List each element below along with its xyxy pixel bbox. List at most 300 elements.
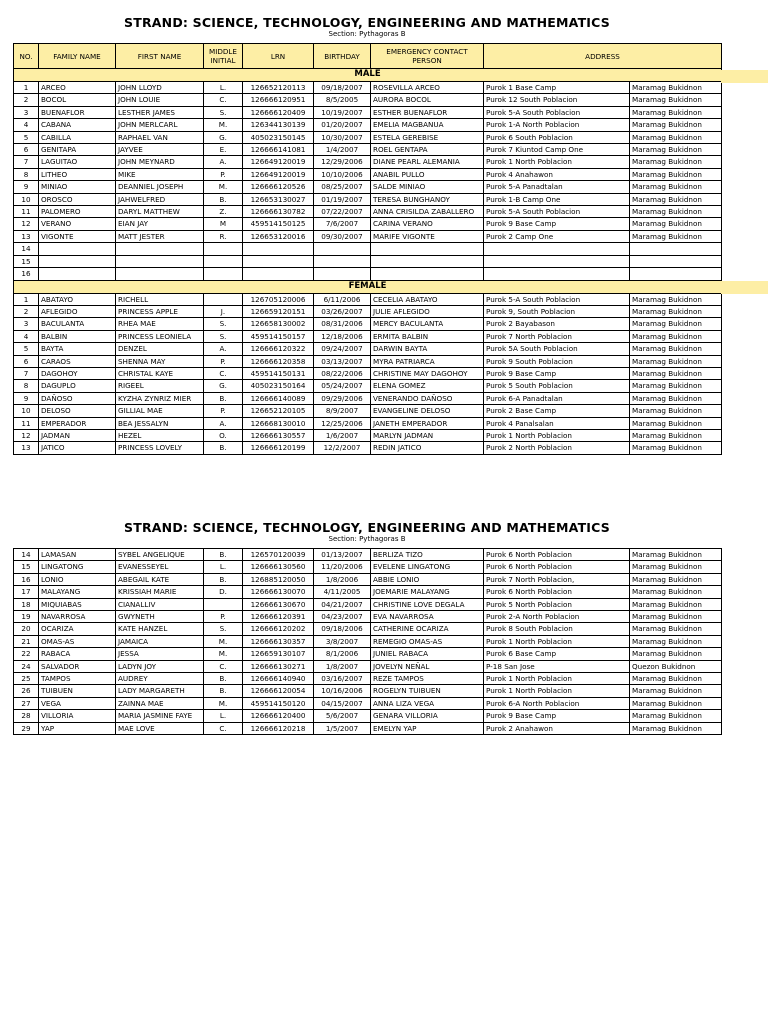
table-row <box>14 417 722 429</box>
cell-family-name: BOCOL <box>39 94 116 106</box>
cell-address-barangay: Purok 4 Panalsalan <box>484 417 630 429</box>
cell-emergency-contact <box>371 243 484 255</box>
cell-address-barangay: Purok 6 North Poblacion <box>484 549 630 561</box>
cell-address-barangay: Purok 5 North Poblacion <box>484 598 630 610</box>
cell-emergency-contact: SALDE MINIAO <box>371 181 484 193</box>
cell-emergency-contact: ERMITA BALBIN <box>371 330 484 342</box>
cell-birthday: 04/23/2007 <box>314 611 371 623</box>
table-row <box>14 611 722 623</box>
cell-emergency-contact: ELENA GOMEZ <box>371 380 484 392</box>
cell-family-name: LAGUITAO <box>39 156 116 168</box>
cell-lrn: 126658130002 <box>243 318 314 330</box>
cell-address-municipality <box>630 268 722 280</box>
cell-no: 18 <box>14 598 39 610</box>
cell-lrn: 126666120218 <box>243 722 314 734</box>
cell-no: 7 <box>14 156 39 168</box>
header-address: ADDRESS <box>484 44 722 69</box>
cell-first-name: JOHN LOUIE <box>116 94 204 106</box>
cell-no: 13 <box>14 230 39 242</box>
cell-lrn: 126666120409 <box>243 106 314 118</box>
cell-middle-initial: R. <box>204 230 243 242</box>
cell-middle-initial: O. <box>204 429 243 441</box>
cell-address-municipality: Maramag Bukidnon <box>630 206 722 218</box>
cell-address-municipality: Maramag Bukidnon <box>630 442 722 454</box>
cell-address-municipality: Maramag Bukidnon <box>630 131 722 143</box>
cell-lrn: 126666120202 <box>243 623 314 635</box>
cell-family-name: DELOSO <box>39 405 116 417</box>
cell-no: 1 <box>14 293 39 305</box>
cell-family-name: GENITAPA <box>39 144 116 156</box>
cell-middle-initial: B. <box>204 573 243 585</box>
cell-birthday: 04/15/2007 <box>314 697 371 709</box>
table-row <box>14 268 722 280</box>
cell-lrn: 126659120151 <box>243 305 314 317</box>
cell-address-municipality: Maramag Bukidnon <box>630 673 722 685</box>
cell-address-municipality: Quezon Bukidnon <box>630 660 722 672</box>
cell-address-municipality: Maramag Bukidnon <box>630 144 722 156</box>
cell-emergency-contact: ROGELYN TUIBUEN <box>371 685 484 697</box>
cell-address-municipality: Maramag Bukidnon <box>630 367 722 379</box>
cell-first-name: LESTHER JAMES <box>116 106 204 118</box>
cell-family-name: LITHEO <box>39 168 116 180</box>
cell-address-municipality: Maramag Bukidnon <box>630 635 722 647</box>
cell-birthday: 3/8/2007 <box>314 635 371 647</box>
page-title-2: STRAND: SCIENCE, TECHNOLOGY, ENGINEERING AND MATHEMATICS <box>124 520 610 535</box>
cell-lrn: 126666120391 <box>243 611 314 623</box>
cell-birthday: 5/6/2007 <box>314 710 371 722</box>
cell-middle-initial: B. <box>204 193 243 205</box>
table-row <box>14 697 722 709</box>
cell-address-municipality: Maramag Bukidnon <box>630 106 722 118</box>
cell-first-name <box>116 243 204 255</box>
table-row <box>14 561 722 573</box>
cell-no: 24 <box>14 660 39 672</box>
cell-no: 28 <box>14 710 39 722</box>
cell-lrn: 126653120016 <box>243 230 314 242</box>
cell-middle-initial: S. <box>204 623 243 635</box>
cell-emergency-contact: REMEGIO OMAS-AS <box>371 635 484 647</box>
table-row <box>14 549 722 561</box>
cell-family-name: OROSCO <box>39 193 116 205</box>
cell-birthday: 12/2/2007 <box>314 442 371 454</box>
cell-birthday: 09/18/2007 <box>314 82 371 94</box>
cell-middle-initial: B. <box>204 442 243 454</box>
cell-no: 3 <box>14 106 39 118</box>
cell-lrn: 126666120358 <box>243 355 314 367</box>
table-row <box>14 218 722 230</box>
cell-address-barangay: Purok 5-A South Poblacion <box>484 293 630 305</box>
cell-no: 10 <box>14 405 39 417</box>
cell-middle-initial: G. <box>204 380 243 392</box>
cell-birthday: 1/4/2007 <box>314 144 371 156</box>
cell-first-name: JOHN LLOYD <box>116 82 204 94</box>
cell-birthday: 12/18/2006 <box>314 330 371 342</box>
cell-birthday: 11/20/2006 <box>314 561 371 573</box>
cell-middle-initial: P. <box>204 355 243 367</box>
page-1 <box>13 15 721 455</box>
cell-family-name <box>39 243 116 255</box>
cell-family-name: DAGUPLO <box>39 380 116 392</box>
cell-birthday: 08/22/2006 <box>314 367 371 379</box>
cell-address-municipality: Maramag Bukidnon <box>630 697 722 709</box>
student-table-1 <box>13 43 722 455</box>
table-row <box>14 710 722 722</box>
cell-first-name: CIANALLIV <box>116 598 204 610</box>
cell-middle-initial: A. <box>204 156 243 168</box>
cell-emergency-contact: REDIN JATICO <box>371 442 484 454</box>
cell-address-barangay: Purok 2 Bayabason <box>484 318 630 330</box>
cell-no: 4 <box>14 330 39 342</box>
cell-birthday: 04/21/2007 <box>314 598 371 610</box>
cell-family-name: ABATAYO <box>39 293 116 305</box>
cell-address-municipality <box>630 243 722 255</box>
table-row <box>14 131 722 143</box>
cell-family-name: VILLORIA <box>39 710 116 722</box>
cell-middle-initial: J. <box>204 305 243 317</box>
cell-birthday: 01/13/2007 <box>314 549 371 561</box>
cell-address-barangay: Purok 7 North Poblacion <box>484 330 630 342</box>
cell-emergency-contact: JANETH EMPERADOR <box>371 417 484 429</box>
cell-address-barangay: Purok 5-A Panadtalan <box>484 181 630 193</box>
cell-emergency-contact <box>371 255 484 267</box>
cell-address-municipality: Maramag Bukidnon <box>630 193 722 205</box>
cell-birthday: 09/30/2007 <box>314 230 371 242</box>
cell-emergency-contact: BERLIZA TIZO <box>371 549 484 561</box>
cell-middle-initial: B. <box>204 392 243 404</box>
cell-no: 2 <box>14 305 39 317</box>
cell-first-name: DENZEL <box>116 343 204 355</box>
cell-middle-initial <box>204 293 243 305</box>
cell-address-barangay: Purok 6 Base Camp <box>484 648 630 660</box>
cell-address-municipality: Maramag Bukidnon <box>630 561 722 573</box>
cell-address-barangay: Purok 9 South Poblacion <box>484 355 630 367</box>
cell-first-name: MATT JESTER <box>116 230 204 242</box>
cell-address-barangay <box>484 268 630 280</box>
header-lrn: LRN <box>243 44 314 69</box>
cell-lrn: 459514150125 <box>243 218 314 230</box>
cell-middle-initial: G. <box>204 131 243 143</box>
table-row <box>14 156 722 168</box>
cell-middle-initial: S. <box>204 330 243 342</box>
cell-middle-initial: M. <box>204 635 243 647</box>
cell-first-name: ZAINNA MAE <box>116 697 204 709</box>
cell-address-municipality: Maramag Bukidnon <box>630 156 722 168</box>
cell-lrn: 405023150164 <box>243 380 314 392</box>
cell-family-name: EMPERADOR <box>39 417 116 429</box>
table-row <box>14 243 722 255</box>
cell-address-municipality: Maramag Bukidnon <box>630 611 722 623</box>
cell-lrn: 126666120199 <box>243 442 314 454</box>
cell-family-name: LAMASAN <box>39 549 116 561</box>
cell-family-name: VEGA <box>39 697 116 709</box>
cell-emergency-contact: EVA NAVARROSA <box>371 611 484 623</box>
cell-address-municipality: Maramag Bukidnon <box>630 623 722 635</box>
male-section <box>14 69 722 281</box>
cell-first-name: PRINCESS LEONIELA <box>116 330 204 342</box>
cell-no: 12 <box>14 218 39 230</box>
cell-no: 11 <box>14 206 39 218</box>
cell-address-municipality: Maramag Bukidnon <box>630 586 722 598</box>
cell-middle-initial: C. <box>204 722 243 734</box>
cell-lrn: 126653130027 <box>243 193 314 205</box>
cell-address-municipality: Maramag Bukidnon <box>630 710 722 722</box>
cell-family-name: DAGOHOY <box>39 367 116 379</box>
cell-birthday: 8/5/2005 <box>314 94 371 106</box>
cell-address-municipality: Maramag Bukidnon <box>630 305 722 317</box>
cell-emergency-contact: GENARA VILLORIA <box>371 710 484 722</box>
cell-address-municipality: Maramag Bukidnon <box>630 230 722 242</box>
table-row <box>14 168 722 180</box>
cell-lrn: 126885120050 <box>243 573 314 585</box>
cell-address-barangay: Purok 7 North Poblacion, <box>484 573 630 585</box>
cell-birthday: 01/19/2007 <box>314 193 371 205</box>
cell-birthday: 10/19/2007 <box>314 106 371 118</box>
cell-emergency-contact: JOVELYN NEÑAL <box>371 660 484 672</box>
cell-lrn: 126649120019 <box>243 168 314 180</box>
cell-address-municipality: Maramag Bukidnon <box>630 181 722 193</box>
cell-lrn <box>243 255 314 267</box>
cell-family-name: MIQUIABAS <box>39 598 116 610</box>
cell-middle-initial: M. <box>204 648 243 660</box>
cell-birthday: 7/6/2007 <box>314 218 371 230</box>
cell-no: 9 <box>14 181 39 193</box>
cell-family-name: CABILLA <box>39 131 116 143</box>
cell-first-name: SHENNA MAY <box>116 355 204 367</box>
cell-first-name: MARIA JASMINE FAYE <box>116 710 204 722</box>
cell-middle-initial <box>204 268 243 280</box>
page-title: STRAND: SCIENCE, TECHNOLOGY, ENGINEERING AND MATHEMATICS <box>124 15 610 30</box>
cell-address-municipality: Maramag Bukidnon <box>630 380 722 392</box>
student-table-2 <box>13 548 722 735</box>
cell-emergency-contact: MERCY BACULANTA <box>371 318 484 330</box>
cell-middle-initial: M <box>204 218 243 230</box>
cell-family-name: DAÑOSO <box>39 392 116 404</box>
cell-first-name: MAE LOVE <box>116 722 204 734</box>
cell-no: 15 <box>14 561 39 573</box>
cell-middle-initial: L. <box>204 82 243 94</box>
cell-birthday <box>314 268 371 280</box>
table-row <box>14 181 722 193</box>
cell-first-name: RAPHAEL VAN <box>116 131 204 143</box>
cell-middle-initial <box>204 255 243 267</box>
cell-family-name: SALVADOR <box>39 660 116 672</box>
cell-address-barangay: Purok 1 North Poblacion <box>484 635 630 647</box>
cell-emergency-contact: JUNIEL RABACA <box>371 648 484 660</box>
cell-no: 5 <box>14 131 39 143</box>
header-middle-initial: MIDDLE INITIAL <box>204 44 243 69</box>
cell-lrn: 126666140089 <box>243 392 314 404</box>
cell-middle-initial: S. <box>204 318 243 330</box>
cell-no: 14 <box>14 243 39 255</box>
cell-lrn: 126666141081 <box>243 144 314 156</box>
cell-address-municipality: Maramag Bukidnon <box>630 343 722 355</box>
cell-no: 27 <box>14 697 39 709</box>
cell-middle-initial: C. <box>204 94 243 106</box>
cell-first-name: PRINCESS APPLE <box>116 305 204 317</box>
cell-middle-initial: P. <box>204 168 243 180</box>
table-row <box>14 367 722 379</box>
cell-birthday: 10/30/2007 <box>314 131 371 143</box>
cell-emergency-contact: MARLYN JADMAN <box>371 429 484 441</box>
cell-family-name: BUENAFLOR <box>39 106 116 118</box>
cell-emergency-contact: EVELENE LINGATONG <box>371 561 484 573</box>
cell-emergency-contact: ROSEVILLA ARCEO <box>371 82 484 94</box>
cell-family-name: TAMPOS <box>39 673 116 685</box>
header-first-name: FIRST NAME <box>116 44 204 69</box>
cell-middle-initial: B. <box>204 673 243 685</box>
cell-no: 6 <box>14 355 39 367</box>
cell-no: 11 <box>14 417 39 429</box>
cell-first-name: LADYN JOY <box>116 660 204 672</box>
cell-lrn: 126666130782 <box>243 206 314 218</box>
table-row <box>14 660 722 672</box>
cell-no: 17 <box>14 586 39 598</box>
cell-no: 5 <box>14 343 39 355</box>
cell-first-name: JOHN MERLCARL <box>116 119 204 131</box>
cell-lrn: 126652120113 <box>243 82 314 94</box>
cell-middle-initial <box>204 243 243 255</box>
cell-family-name: AFLEGIDO <box>39 305 116 317</box>
cell-family-name: LONIO <box>39 573 116 585</box>
cell-birthday: 07/22/2007 <box>314 206 371 218</box>
cell-address-municipality: Maramag Bukidnon <box>630 549 722 561</box>
cell-address-barangay: Purok 1 Base Camp <box>484 82 630 94</box>
cell-lrn: 126649120019 <box>243 156 314 168</box>
cell-middle-initial: C. <box>204 660 243 672</box>
cell-lrn <box>243 268 314 280</box>
cell-emergency-contact: REZE TAMPOS <box>371 673 484 685</box>
cell-first-name: EVANESSEYEL <box>116 561 204 573</box>
cell-emergency-contact: EMELIA MAGBANUA <box>371 119 484 131</box>
cell-address-municipality: Maramag Bukidnon <box>630 119 722 131</box>
cell-emergency-contact: CHRISTINE MAY DAGOHOY <box>371 367 484 379</box>
cell-first-name: JAHWELFRED <box>116 193 204 205</box>
male-label: MALE <box>14 69 722 82</box>
cell-emergency-contact: ROEL GENTAPA <box>371 144 484 156</box>
cell-first-name: RICHELL <box>116 293 204 305</box>
cell-lrn: 126666130557 <box>243 429 314 441</box>
cell-no: 13 <box>14 442 39 454</box>
cell-emergency-contact: ANABIL PULLO <box>371 168 484 180</box>
table-row <box>14 586 722 598</box>
cell-emergency-contact: CARINA VERANO <box>371 218 484 230</box>
cell-no: 22 <box>14 648 39 660</box>
cell-middle-initial: L. <box>204 710 243 722</box>
table-row <box>14 635 722 647</box>
cell-emergency-contact: EMELYN YAP <box>371 722 484 734</box>
cell-no: 19 <box>14 611 39 623</box>
table-row <box>14 648 722 660</box>
cell-first-name: JAYVEE <box>116 144 204 156</box>
cell-emergency-contact: ANNA CRISILDA ZABALLERO <box>371 206 484 218</box>
cell-address-barangay: Purok 9 Base Camp <box>484 710 630 722</box>
cell-first-name: CHRISTAL KAYE <box>116 367 204 379</box>
cell-first-name: SYBEL ANGELIQUE <box>116 549 204 561</box>
table-row <box>14 673 722 685</box>
cell-no: 2 <box>14 94 39 106</box>
cell-address-barangay: Purok 2 Base Camp <box>484 405 630 417</box>
cell-family-name <box>39 255 116 267</box>
cell-family-name: BAYTA <box>39 343 116 355</box>
cell-emergency-contact: JULIE AFLEGIDO <box>371 305 484 317</box>
cell-no: 20 <box>14 623 39 635</box>
cell-first-name <box>116 268 204 280</box>
table-row <box>14 623 722 635</box>
cell-no: 29 <box>14 722 39 734</box>
cell-birthday: 10/16/2006 <box>314 685 371 697</box>
cell-lrn: 126666130670 <box>243 598 314 610</box>
cell-address-municipality: Maramag Bukidnon <box>630 218 722 230</box>
header-family-name: FAMILY NAME <box>39 44 116 69</box>
cell-emergency-contact: CHRISTINE LOVE DEGALA <box>371 598 484 610</box>
cell-emergency-contact: ESTELA GEREBISE <box>371 131 484 143</box>
cell-no: 10 <box>14 193 39 205</box>
cell-no: 16 <box>14 573 39 585</box>
cell-family-name: JATICO <box>39 442 116 454</box>
cell-lrn: 126666130070 <box>243 586 314 598</box>
cell-no: 3 <box>14 318 39 330</box>
cell-address-barangay: Purok 9 Base Camp <box>484 367 630 379</box>
female-continued-section <box>14 549 722 735</box>
header-no: NO. <box>14 44 39 69</box>
cell-middle-initial: D. <box>204 586 243 598</box>
cell-address-barangay: Purok 5 South Poblacion <box>484 380 630 392</box>
cell-address-barangay <box>484 255 630 267</box>
table-row <box>14 355 722 367</box>
cell-address-municipality: Maramag Bukidnon <box>630 94 722 106</box>
cell-first-name: KRISSIAH MARIE <box>116 586 204 598</box>
cell-emergency-contact: DARWIN BAYTA <box>371 343 484 355</box>
cell-birthday: 1/6/2007 <box>314 429 371 441</box>
cell-emergency-contact: DIANE PEARL ALEMANIA <box>371 156 484 168</box>
cell-lrn: 459514150131 <box>243 367 314 379</box>
cell-first-name: JOHN MEYNARD <box>116 156 204 168</box>
cell-lrn: 126668130010 <box>243 417 314 429</box>
cell-birthday: 10/10/2006 <box>314 168 371 180</box>
cell-family-name: RABACA <box>39 648 116 660</box>
cell-address-barangay: Purok 1 North Poblacion <box>484 429 630 441</box>
cell-no: 9 <box>14 392 39 404</box>
cell-lrn: 126344130139 <box>243 119 314 131</box>
cell-emergency-contact: CECELIA ABATAYO <box>371 293 484 305</box>
cell-birthday: 01/20/2007 <box>314 119 371 131</box>
cell-emergency-contact: ABBIE LONIO <box>371 573 484 585</box>
table-row <box>14 685 722 697</box>
cell-birthday: 1/8/2006 <box>314 573 371 585</box>
header-row <box>14 44 722 69</box>
cell-no: 25 <box>14 673 39 685</box>
table-row <box>14 343 722 355</box>
cell-middle-initial: M. <box>204 181 243 193</box>
cell-address-barangay: Purok 6-A North Poblacion <box>484 697 630 709</box>
cell-family-name: CARAOS <box>39 355 116 367</box>
cell-birthday: 12/29/2006 <box>314 156 371 168</box>
cell-lrn: 126666130271 <box>243 660 314 672</box>
cell-lrn: 126666120526 <box>243 181 314 193</box>
table-row <box>14 392 722 404</box>
cell-lrn: 126666130560 <box>243 561 314 573</box>
cell-address-barangay: Purok 2 Anahawon <box>484 722 630 734</box>
cell-family-name: MINIAO <box>39 181 116 193</box>
cell-no: 14 <box>14 549 39 561</box>
cell-first-name: AUDREY <box>116 673 204 685</box>
cell-address-municipality: Maramag Bukidnon <box>630 417 722 429</box>
cell-middle-initial: B. <box>204 549 243 561</box>
cell-middle-initial: S. <box>204 106 243 118</box>
cell-address-barangay: Purok 2-A North Poblacion <box>484 611 630 623</box>
cell-address-barangay: Purok 1 North Poblacion <box>484 156 630 168</box>
cell-address-barangay: Purok 6 South Poblacion <box>484 131 630 143</box>
